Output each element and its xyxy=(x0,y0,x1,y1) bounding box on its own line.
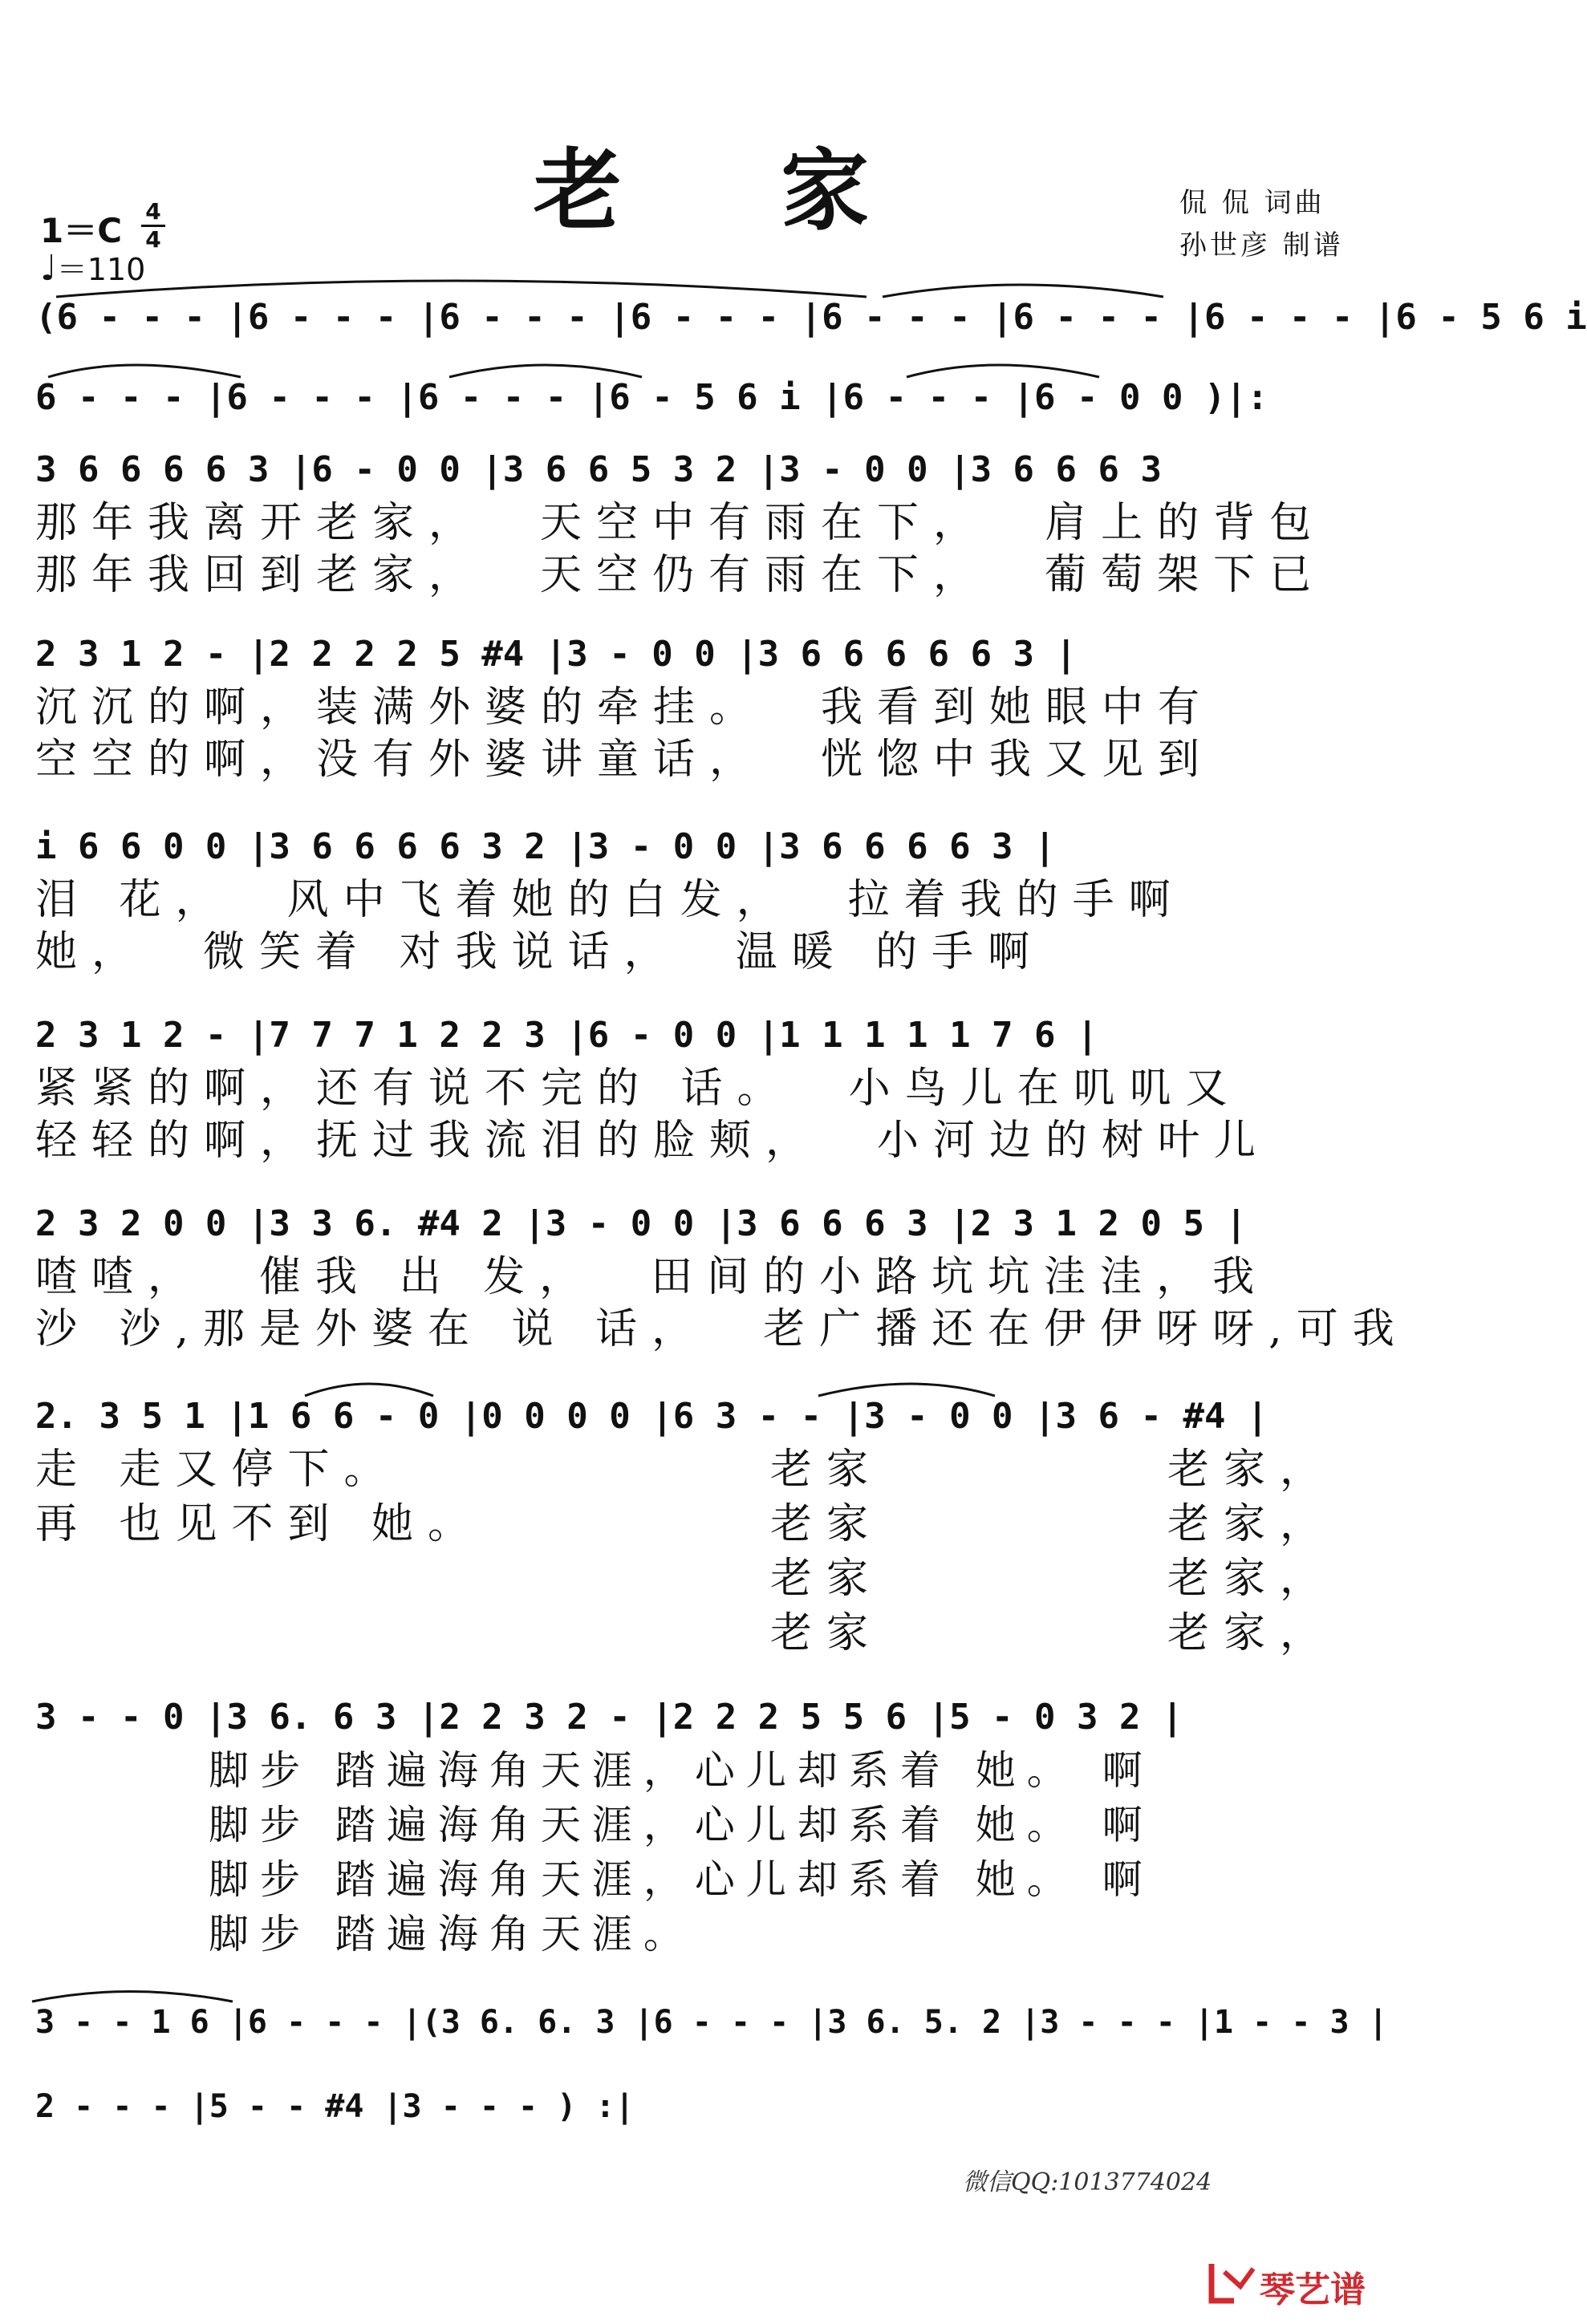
score-row-1: (6 - - - |6 - - - |6 - - - |6 - - - |6 - - - |6 - - - |6 - - - |6 - 5 6 i xyxy=(35,297,1587,338)
watermark-contact: 微信QQ:1013774024 xyxy=(963,2168,1212,2196)
lyric-line7-verse3: 脚步 踏遍海角天涯，心儿却系着 她。 啊 xyxy=(209,1856,1154,1903)
score-row-3: 3 6 6 6 6 3 |6 - 0 0 |3 6 6 5 3 2 |3 - 0 0 |3 6 6 6 3 xyxy=(35,449,1162,490)
site-logo xyxy=(1203,2254,1380,2310)
lyric-line3-verse2: 她， 微笑着 对我说话， 温暖 的手啊 xyxy=(35,928,1045,976)
lyric-line7-verse4: 脚步 踏遍海角天涯。 xyxy=(209,1911,695,1957)
slur-row2a xyxy=(48,365,241,377)
credit-transcriber: 孙世彦 制谱 xyxy=(1179,229,1344,262)
chorus-b-1: 老家， xyxy=(1167,1446,1337,1494)
score-row-8: 2. 3 5 1 |1 6 6 - 0 |0 0 0 0 |6 3 - - |3 - 0 0 |3 6 - #4 | xyxy=(35,1396,1268,1437)
lyric-line4-verse2: 轻轻的啊，抚过我流泪的脸颊， 小河边的树叶儿 xyxy=(35,1117,1271,1165)
score-row-6: 2 3 1 2 - |7 7 7 1 2 2 3 |6 - 0 0 |1 1 1 1 1 7 6 | xyxy=(35,1015,1098,1056)
lyric-line3-verse1: 泪 花， 风中飞着她的白发， 拉着我的手啊 xyxy=(35,876,1185,924)
lyric-line6-verse1: 走 走又停下。 xyxy=(35,1446,400,1494)
score-row-10: 3 - - 1 6 |6 - - - |(3 6. 6. 3 |6 - - - |3 6. 5. 2 |3 - - - |1 - - 3 | xyxy=(35,2004,1388,2041)
time-denominator: 4 xyxy=(145,226,161,253)
slur-row1b xyxy=(883,285,1163,297)
lyric-line1-verse1: 那年我离开老家， 天空中有雨在下， 肩上的背包 xyxy=(35,499,1326,547)
credit-lyrics-music: 侃 侃 词曲 xyxy=(1179,187,1325,219)
quarter-note-icon: ♩ xyxy=(40,248,57,289)
score-row-9: 3 - - 0 |3 6. 6 3 |2 2 3 2 - |2 2 2 5 5 6 |5 - 0 3 2 | xyxy=(35,1697,1183,1738)
lyric-line7-verse1: 脚步 踏遍海角天涯，心儿却系着 她。 啊 xyxy=(209,1747,1154,1794)
lyric-line6-verse2: 再 也见不到 她。 xyxy=(35,1500,485,1548)
key-signature: 1＝C xyxy=(40,211,123,250)
chorus-b-3: 老家， xyxy=(1167,1555,1337,1603)
chorus-a-1: 老家 xyxy=(770,1446,883,1494)
lyric-line5-verse2: 沙 沙,那是外婆在 说 话， 老广播还在伊伊呀呀,可我 xyxy=(35,1305,1409,1353)
logo-text: 琴艺谱 xyxy=(1260,2269,1366,2310)
tempo-value: ＝110 xyxy=(56,252,146,287)
score-row-2: 6 - - - |6 - - - |6 - - - |6 - 5 6 i |6 - - - |6 - 0 0 )|: xyxy=(35,377,1268,418)
slur-row2b xyxy=(449,365,642,377)
score-row-4: 2 3 1 2 - |2 2 2 2 5 #4 |3 - 0 0 |3 6 6 6 6 6 3 | xyxy=(35,634,1078,675)
slur-row8b xyxy=(818,1384,995,1396)
time-numerator: 4 xyxy=(145,198,161,225)
slur-row2c xyxy=(907,365,1099,377)
score-row-5: i 6 6 0 0 |3 6 6 6 6 3 2 |3 - 0 0 |3 6 6 6 6 3 | xyxy=(35,826,1056,867)
chorus-b-4: 老家， xyxy=(1167,1609,1337,1657)
slur-row8 xyxy=(305,1384,433,1396)
lyric-line1-verse2: 那年我回到老家， 天空仍有雨在下， 葡萄架下已 xyxy=(35,551,1326,599)
logo-icon xyxy=(1203,2254,1260,2310)
song-title: 老 家 xyxy=(533,139,934,242)
slur-row1 xyxy=(56,281,867,297)
lyric-line5-verse1: 喳喳， 催我 出 发， 田间的小路坑坑洼洼，我 xyxy=(35,1253,1269,1301)
lyric-line2-verse2: 空空的啊，没有外婆讲童话， 恍惚中我又见到 xyxy=(35,736,1215,784)
chorus-b-2: 老家， xyxy=(1167,1500,1337,1548)
chorus-a-3: 老家 xyxy=(770,1555,883,1603)
chorus-a-2: 老家 xyxy=(770,1500,883,1548)
lyric-line4-verse1: 紧紧的啊，还有说不完的 话。 小鸟儿在叽叽又 xyxy=(35,1065,1242,1113)
lyric-line7-verse2: 脚步 踏遍海角天涯，心儿却系着 她。 啊 xyxy=(209,1802,1154,1848)
chorus-a-4: 老家 xyxy=(770,1609,883,1657)
slur-row10 xyxy=(32,1992,233,2002)
lyric-line2-verse1: 沉沉的啊，装满外婆的牵挂。 我看到她眼中有 xyxy=(35,683,1215,732)
score-row-11: 2 - - - |5 - - #4 |3 - - - ) :| xyxy=(35,2088,635,2125)
score-row-7: 2 3 2 0 0 |3 3 6. #4 2 |3 - 0 0 |3 6 6 6 3 |2 3 1 2 0 5 | xyxy=(35,1203,1247,1244)
